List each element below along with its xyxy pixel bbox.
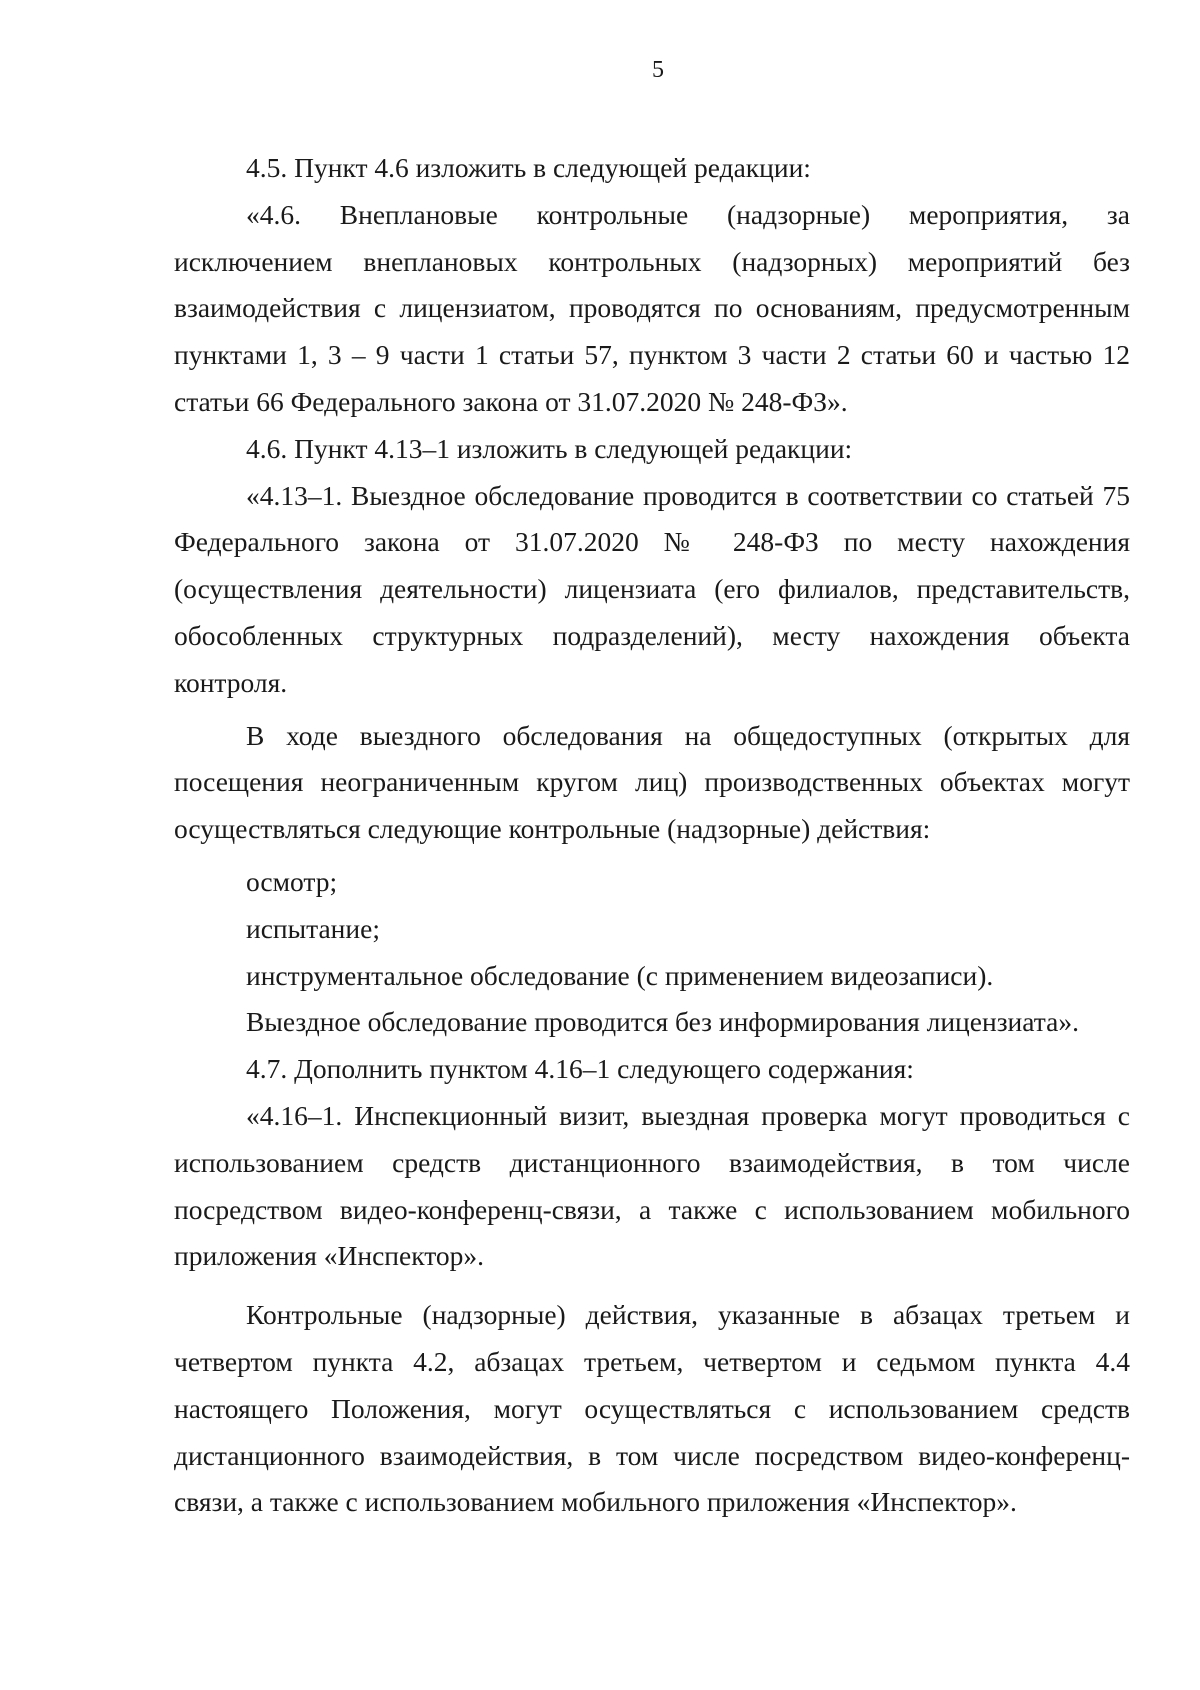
- paragraph-4-13-1-text: «4.13–1. Выездное обследование проводится в соответствии со статьей 75 Федерального закона от 31.07.2020 № 248-ФЗ по месту нахождения (осуществления деятельности) лицензиата (его филиалов, представительств, обособленных структурных подразделений), месту нахождения объекта контроля.: [174, 479, 1130, 698]
- document-body: [174, 145, 1130, 1526]
- paragraph-remote-actions: Контрольные (надзорные) действия, указанные в абзацах третьем и четвертом пункта 4.2, абзацах третьем, четвертом и седьмом пункта 4.4 настоящего Положения, могут осуществляться с использованием средств дистанционного взаимодействия, в том числе посредством видео-конференц-связи, а также с использованием мобильного приложения «Инспектор».: [174, 1299, 1130, 1518]
- paragraph-4-6: 4.6. Пункт 4.13–1 изложить в следующей редакции:: [246, 432, 853, 464]
- list-item-instrumental: инструментальное обследование (с применением видеозаписи).: [246, 959, 994, 991]
- paragraph-4-7: 4.7. Дополнить пунктом 4.16–1 следующего содержания:: [246, 1053, 914, 1085]
- paragraph-4-16-1-text: «4.16–1. Инспекционный визит, выездная проверка могут проводиться с использованием средств дистанционного взаимодействия, в том числе посредством видео-конференц-связи, а также с использованием мобильного приложения «Инспектор».: [174, 1099, 1130, 1272]
- page-number: 5: [652, 57, 664, 83]
- paragraph-no-notification: Выездное обследование проводится без информирования лицензиата».: [246, 1006, 1079, 1038]
- paragraph-field-inspection: В ходе выездного обследования на общедоступных (открытых для посещения неограниченным кругом лиц) производственных объектах могут осуществляться следующие контрольные (надзорные) действия:: [174, 719, 1130, 845]
- list-item-inspection: осмотр;: [246, 865, 338, 897]
- paragraph-4-5: 4.5. Пункт 4.6 изложить в следующей редакции:: [246, 152, 811, 183]
- paragraph-4-6-text: «4.6. Внеплановые контрольные (надзорные) мероприятия, за исключением внеплановых контрольных (надзорных) мероприятий без взаимодействия с лицензиатом, проводятся по основаниям, предусмотренным пунктами 1, 3 – 9 части 1 статьи 57, пунктом 3 части 2 статьи 60 и частью 12 статьи 66 Федерального закона от 31.07.2020 № 248-ФЗ».: [174, 198, 1130, 417]
- list-item-testing: испытание;: [246, 912, 380, 944]
